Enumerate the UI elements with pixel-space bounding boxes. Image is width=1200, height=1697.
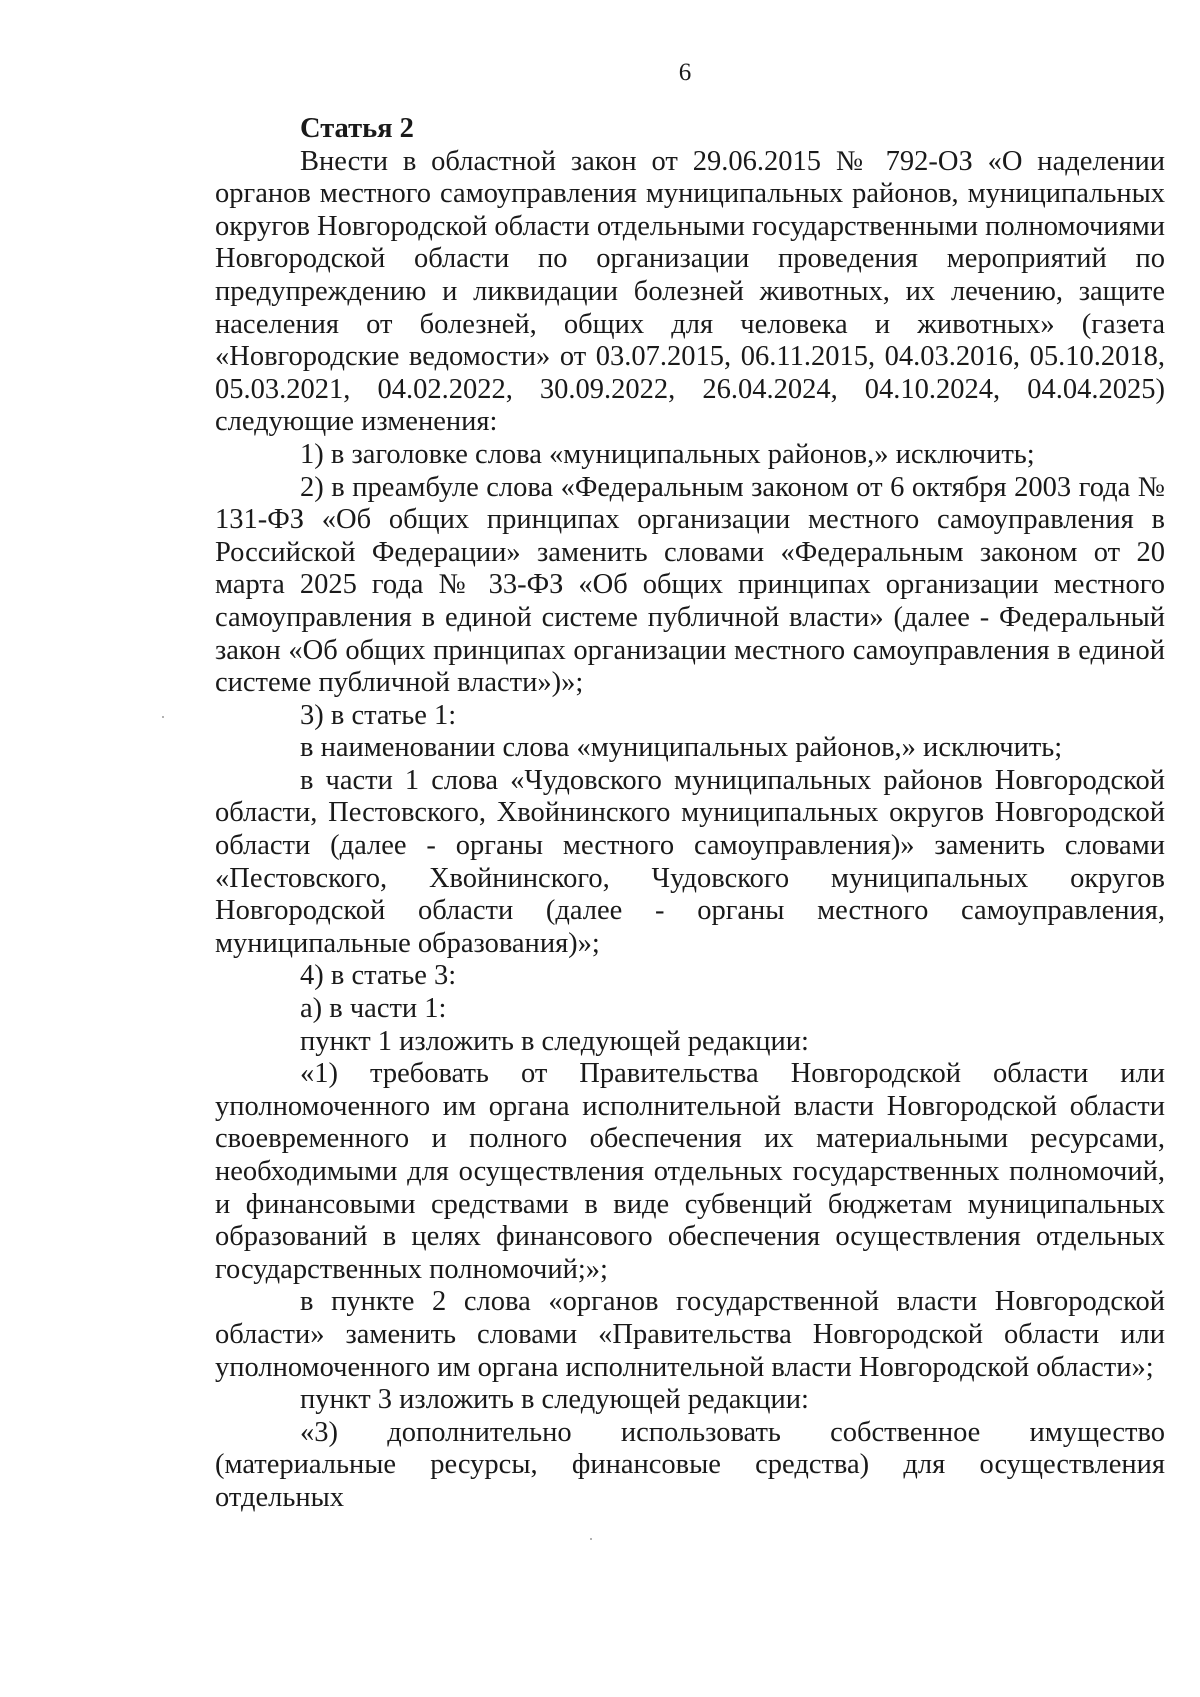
page-number: 6 — [678, 59, 692, 86]
scan-speck — [590, 1538, 592, 1540]
paragraph-point-2: в пункте 2 слова «органов государственной власти Новгородской области» заменить словами «Правительства Новгородской области или уполномоченного им органа исполнительной власти Новгородской области»; — [215, 1286, 1165, 1383]
paragraph-point-3-intro: пункт 3 изложить в следующей редакции: — [300, 1384, 809, 1416]
paragraph-item-4: 4) в статье 3: — [300, 960, 457, 992]
paragraph-item-3-name: в наименовании слова «муниципальных районов,» исключить; — [300, 732, 1063, 764]
paragraph-item-3-part-1: в части 1 слова «Чудовского муниципальных районов Новгородской области, Пестовского, Хвойнинского муниципальных округов Новгородской области (далее - органы местного самоуправления)» заменить словами «Пестовского, Хвойнинского, Чудовского муниципальных округов Новгородской области (далее - органы местного самоуправления, муниципальные образования)»; — [215, 764, 1165, 959]
scan-speck — [162, 716, 164, 718]
paragraph-item-2: 2) в преамбуле слова «Федеральным законом от 6 октября 2003 года № 131-ФЗ «Об общих принципах организации местного самоуправления в Российской Федерации» заменить словами «Федеральным законом от 20 марта 2025 года № 33-ФЗ «Об общих принципах организации местного самоуправления в единой системе публичной власти» (далее - Федеральный закон «Об общих принципах организации местного самоуправления в единой системе публичной власти»)»; — [215, 471, 1165, 699]
paragraph-item-3: 3) в статье 1: — [300, 699, 457, 731]
paragraph-item-1: 1) в заголовке слова «муниципальных районов,» исключить; — [300, 438, 1035, 470]
paragraph-point-1-text: «1) требовать от Правительства Новгородской области или уполномоченного им органа исполнительной власти Новгородской области своевременного и полного обеспечения их материальными ресурсами, необходимыми для осуществления отдельных государственных полномочий, и финансовыми средствами в виде субвенций бюджетам муниципальных образований в целях финансового обеспечения осуществления отдельных государственных полномочий;»; — [215, 1058, 1165, 1285]
document-body — [215, 113, 1165, 1515]
paragraph-point-3-text: «3) дополнительно использовать собственное имущество (материальные ресурсы, финансовые средства) для осуществления отдельных — [215, 1416, 1165, 1513]
paragraph-point-1-intro: пункт 1 изложить в следующей редакции: — [300, 1025, 809, 1057]
paragraph-intro: Внести в областной закон от 29.06.2015 № 792-ОЗ «О наделении органов местного самоуправления муниципальных районов, муниципальных округов Новгородской области отдельными государственными полномочиями Новгородской области по организации проведения мероприятий по предупреждению и ликвидации болезней животных, их лечению, защите населения от болезней, общих для человека и животных» (газета «Новгородские ведомости» от 03.07.2015, 06.11.2015, 04.03.2016, 05.10.2018, 05.03.2021, 04.02.2022, 30.09.2022, 26.04.2024, 04.10.2024, 04.04.2025) следующие изменения: — [215, 145, 1165, 438]
article-heading: Статья 2 — [300, 113, 414, 144]
paragraph-item-4a: а) в части 1: — [300, 993, 447, 1025]
